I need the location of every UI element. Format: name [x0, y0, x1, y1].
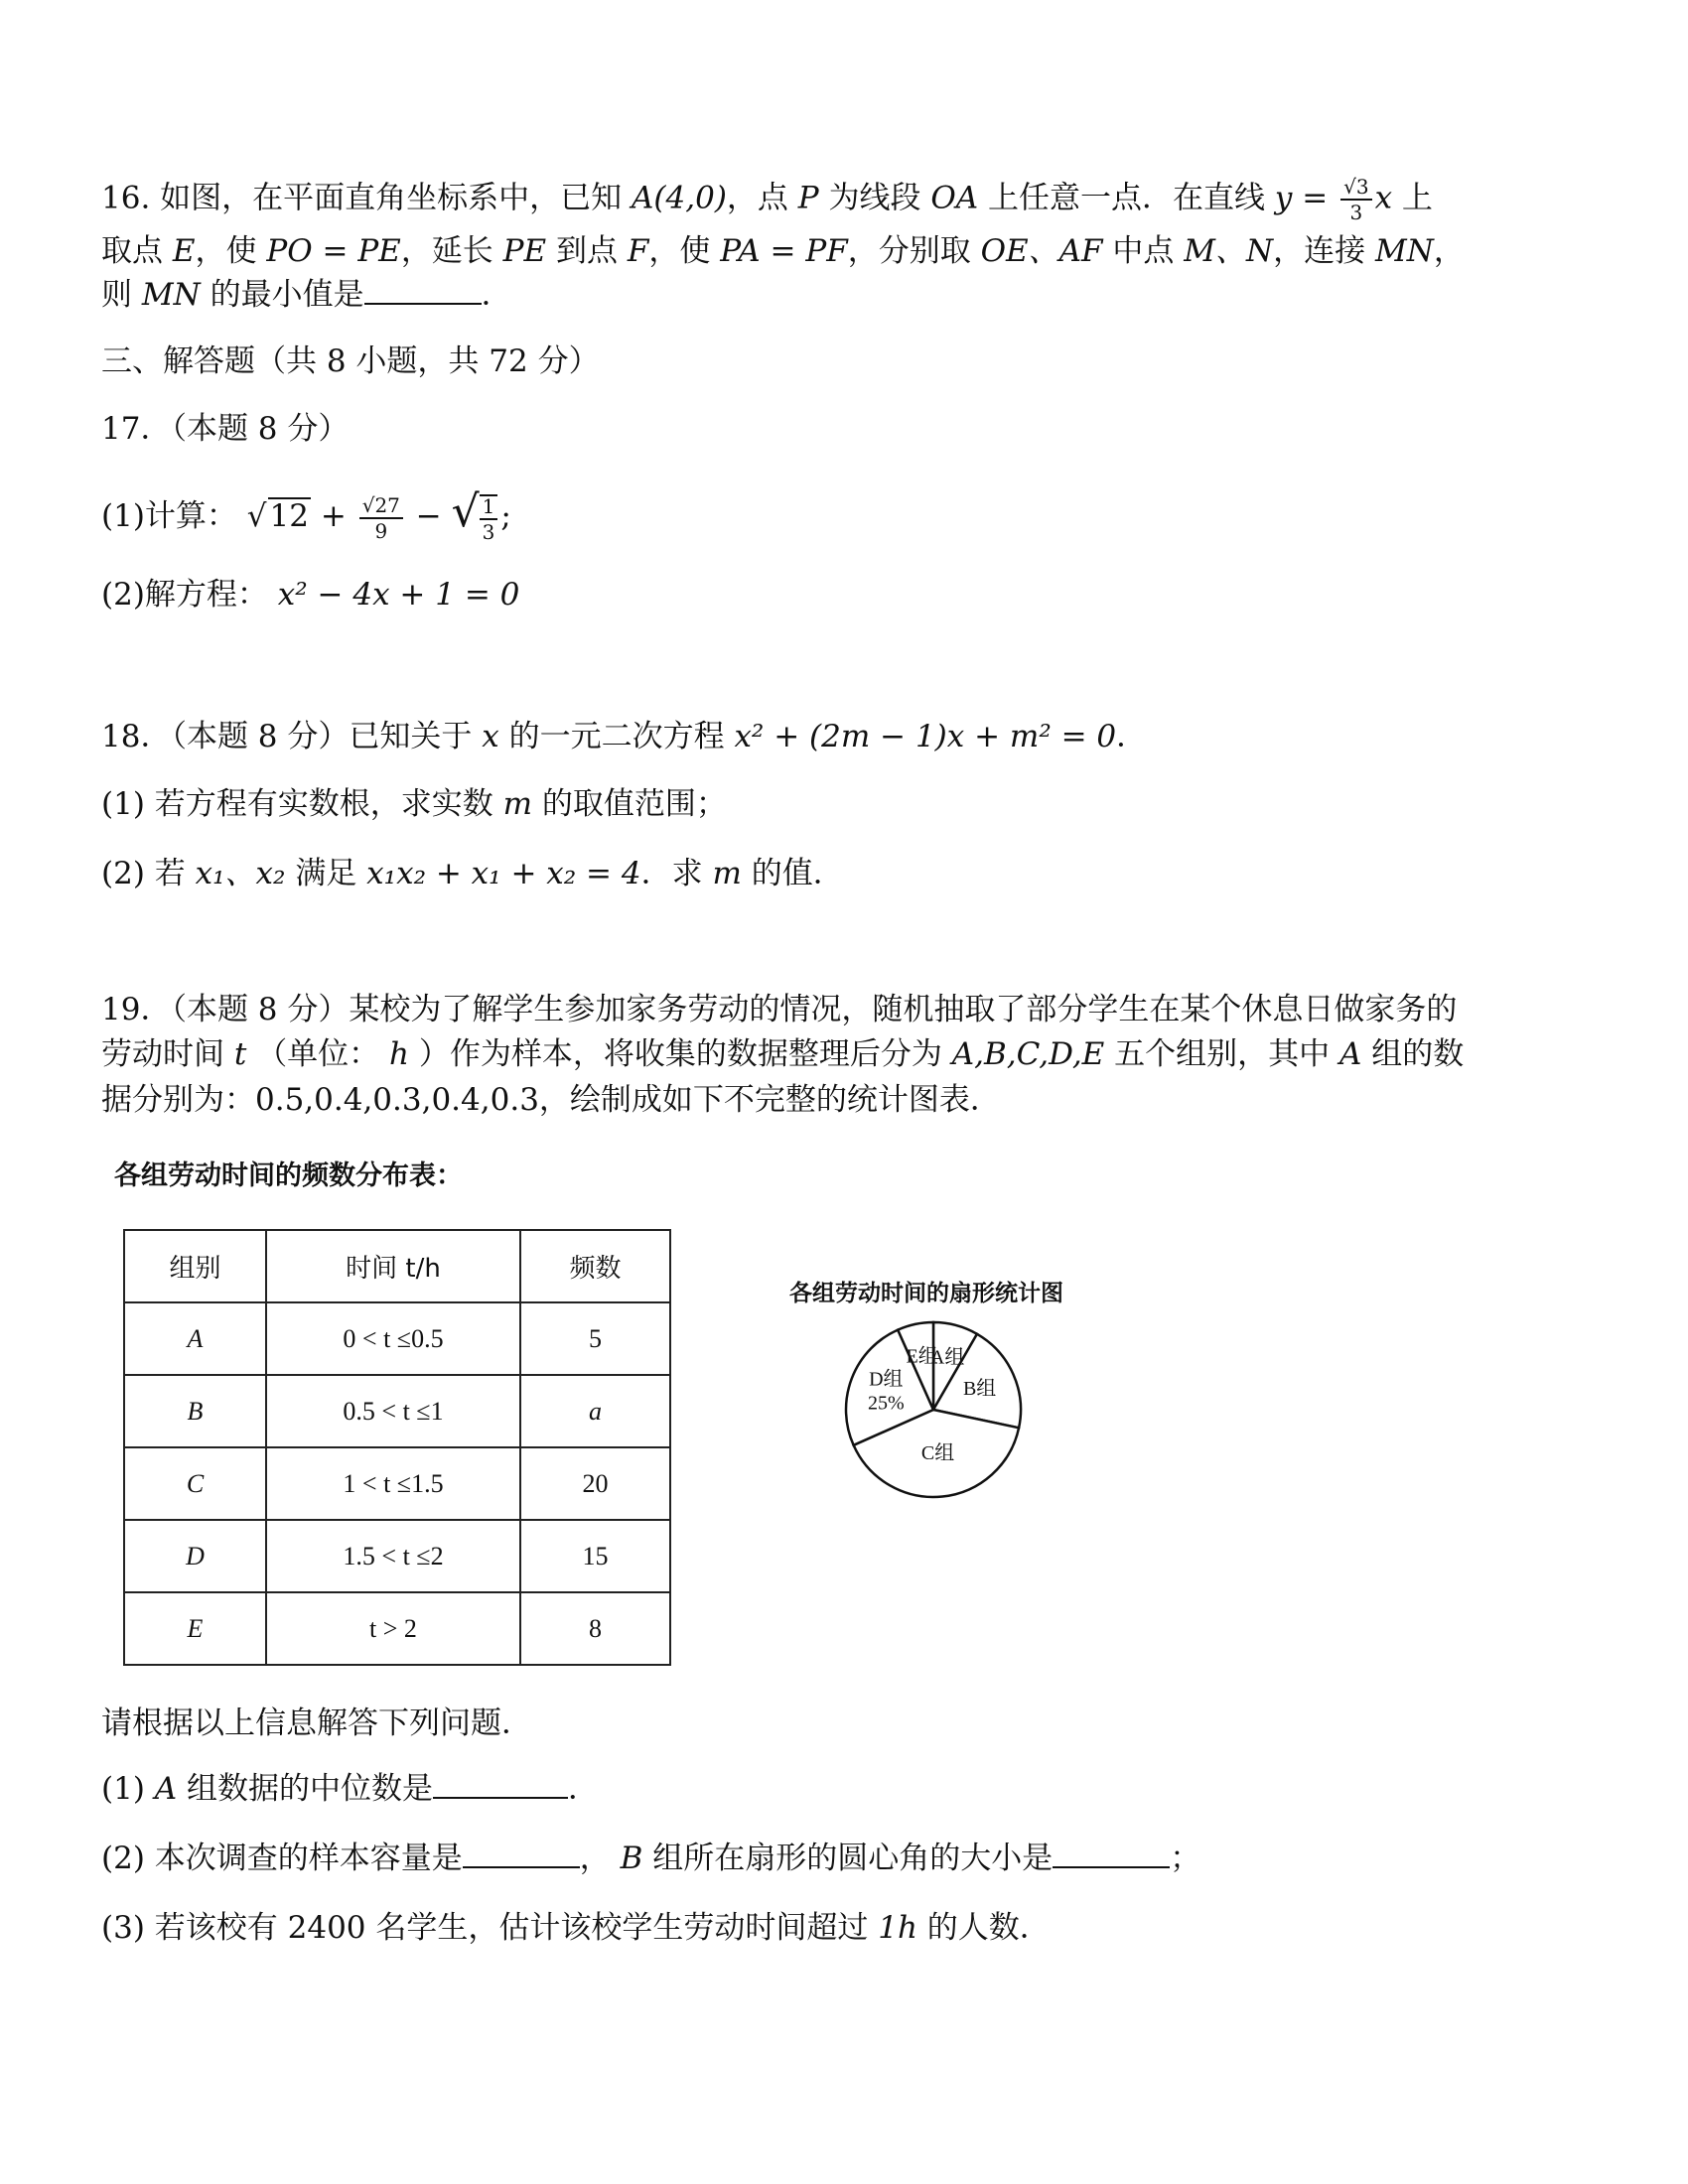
q16-text: 上	[1401, 180, 1433, 216]
q18-part-1	[101, 784, 727, 824]
q16-text: ，延长	[400, 233, 493, 269]
q18-text: 的值．	[751, 856, 844, 891]
q18-condition: x₁x₂ + x₁ + x₂ = 4	[366, 856, 641, 891]
q16-segment-mn: MN	[1374, 233, 1434, 269]
q16-segments-oe-af: OE、AF	[980, 233, 1103, 269]
pie-slice-percent-label: 25%	[868, 1392, 905, 1415]
q16-text: 则	[101, 277, 132, 313]
q19-text: 劳动时间	[101, 1036, 224, 1072]
table-header-time: 时间 t/h	[266, 1230, 520, 1302]
table-cell-time: 0 < t ≤0.5	[266, 1302, 520, 1375]
q16-text: ，使	[648, 233, 711, 269]
q18-text: 的取值范围；	[541, 786, 727, 822]
q16-points-mn: M、N	[1184, 233, 1274, 269]
q19-text: ，	[579, 1841, 611, 1876]
q16-line-eq-x: x	[1374, 180, 1393, 216]
q18-var-x: x	[482, 719, 499, 754]
table-cell-time: 1 < t ≤1.5	[266, 1447, 520, 1520]
table-cell-group: D	[124, 1520, 266, 1592]
q16-text: 取点	[101, 233, 163, 269]
table-cell-frequency: 15	[520, 1520, 670, 1592]
q16-text: 到点	[556, 233, 619, 269]
table-cell-time: 1.5 < t ≤2	[266, 1520, 520, 1592]
table-header-frequency: 频数	[520, 1230, 670, 1302]
q16-text: ，点	[726, 180, 788, 216]
q19-text: 组数据的中位数是	[187, 1771, 434, 1807]
q17-fraction-1-3	[480, 494, 498, 542]
section-3-heading: 三、解答题（共 8 小题，共 72 分）	[101, 343, 600, 379]
pie-slice-label: C组	[920, 1441, 955, 1464]
q16-text: ，连接	[1273, 233, 1366, 269]
frequency-table	[123, 1229, 671, 1666]
q16-eq-po-pe: PO = PE	[266, 233, 401, 269]
q16-point-f: F	[627, 233, 649, 269]
q19-text: ．	[568, 1771, 600, 1807]
table-header-row	[124, 1230, 670, 1302]
q16-point-e: E	[172, 233, 196, 269]
table-cell-group: B	[124, 1375, 266, 1447]
q19-var-t: t	[233, 1036, 247, 1072]
q18-text: (2) 若	[101, 856, 186, 891]
table-cell-group: C	[124, 1447, 266, 1520]
q18-var-m: m	[712, 856, 742, 891]
pie-chart	[834, 1310, 1033, 1509]
q16-point-p: P	[797, 180, 819, 216]
table-row	[124, 1302, 670, 1375]
table-cell-frequency: 20	[520, 1447, 670, 1520]
q18-equation: x² + (2m − 1)x + m² = 0	[734, 719, 1117, 754]
q19-text: （单位：	[256, 1036, 380, 1072]
q16-fraction-numerator: √3	[1340, 177, 1371, 201]
q16-line-2	[101, 231, 1465, 271]
q16-segment-pe: PE	[502, 233, 547, 269]
table-row	[124, 1447, 670, 1520]
pie-slice-label: B组	[962, 1378, 997, 1401]
frequency-table-title: 各组劳动时间的频数分布表：	[114, 1160, 463, 1191]
q16-text: 的最小值是	[210, 277, 364, 313]
q17-header: 17．（本题 8 分）	[101, 411, 350, 447]
q18-text: ．	[1116, 719, 1148, 754]
q16-line-1	[101, 177, 1433, 222]
q19-sub-2	[101, 1839, 1200, 1878]
q17-semicolon: ;	[500, 498, 511, 534]
q17-equation: x² − 4x + 1 = 0	[277, 577, 520, 613]
table-cell-group: E	[124, 1592, 266, 1665]
q16-number: 16.	[101, 180, 151, 216]
table-cell-frequency: 5	[520, 1302, 670, 1375]
table-cell-frequency: 8	[520, 1592, 670, 1665]
q17-part-1	[101, 486, 511, 544]
q17-fraction-denominator: 3	[482, 519, 495, 544]
q19-sub-1	[101, 1769, 599, 1809]
q19-groups: A,B,C,D,E	[951, 1036, 1105, 1072]
q16-eq-pa-pf: PA = PF	[720, 233, 848, 269]
q18-text: 满足	[295, 856, 357, 891]
q16-text: 中点	[1112, 233, 1175, 269]
q19-sub-1-label: (1)	[101, 1771, 145, 1807]
q17-part-1-label: (1)计算：	[101, 498, 237, 534]
q16-segment-mn: MN	[141, 277, 201, 313]
table-row	[124, 1520, 670, 1592]
q19-prompt: 请根据以上信息解答下列问题．	[101, 1706, 532, 1741]
q19-line-1: 19．（本题 8 分）某校为了解学生参加家务劳动的情况，随机抽取了部分学生在某个休息日做家务的	[101, 992, 1458, 1027]
q19-sub-1-answer-blank[interactable]	[433, 1773, 568, 1799]
q16-text: 为线段	[828, 180, 921, 216]
q17-fraction-numerator: √27	[359, 495, 403, 519]
q18-text: ．求	[640, 856, 703, 891]
q19-sample-size-blank[interactable]	[463, 1843, 580, 1868]
q17-part-2	[101, 575, 519, 614]
q16-text: ，	[1433, 233, 1465, 269]
q16-line-3	[101, 275, 512, 315]
pie-chart-title: 各组劳动时间的扇形统计图	[789, 1281, 1063, 1306]
table-header-group: 组别	[124, 1230, 266, 1302]
q18-var-m: m	[502, 786, 533, 822]
sqrt-icon: √	[246, 498, 267, 534]
q16-point-a: A(4,0)	[632, 180, 727, 216]
q17-fraction-denominator: 9	[374, 518, 388, 543]
q18-text: 18．（本题 8 分）已知关于	[101, 719, 473, 754]
q16-line-eq-y: y =	[1274, 180, 1329, 216]
q16-text: 上任意一点．在直线	[988, 180, 1266, 216]
q19-text: ）作为样本，将收集的数据整理后分为	[418, 1036, 942, 1072]
q16-fraction	[1340, 177, 1371, 222]
q16-fraction-denominator: 3	[1349, 201, 1363, 224]
q18-text: 的一元二次方程	[508, 719, 725, 754]
q17-minus: −	[415, 498, 442, 534]
q17-part-2-label: (2)解方程：	[101, 577, 268, 613]
q19-text: (3) 若该校有 2400 名学生，估计该校学生劳动时间超过	[101, 1910, 869, 1946]
q16-text: ．	[481, 277, 512, 313]
q19-text: 五个组别，其中	[1114, 1036, 1331, 1072]
q17-radicand-12: 12	[269, 498, 309, 534]
q19-text: 组的数	[1371, 1036, 1465, 1072]
q16-text: 如图，在平面直角坐标系中，已知	[160, 180, 623, 216]
q19-unit-h: h	[389, 1036, 410, 1072]
table-cell-group: A	[124, 1302, 266, 1375]
q19-sub-3	[101, 1908, 1051, 1948]
q19-angle-blank[interactable]	[1053, 1843, 1170, 1868]
q19-text: ；	[1170, 1841, 1201, 1876]
q19-one-hour: 1h	[878, 1910, 917, 1946]
q18-part-2	[101, 854, 844, 893]
pie-slice-label: D组	[869, 1368, 904, 1391]
q19-line-3: 据分别为：0.5,0.4,0.3,0.4,0.3，绘制成如下不完整的统计图表．	[101, 1082, 1001, 1118]
q18-header	[101, 717, 1147, 756]
q16-text: ，使	[195, 233, 257, 269]
pie-slice-label: A组	[929, 1346, 965, 1369]
q16-fraction-num-value: 3	[1355, 175, 1369, 199]
table-row	[124, 1592, 670, 1665]
q18-text: (1) 若方程有实数根，求实数	[101, 786, 493, 822]
q18-roots: x₁、x₂	[195, 856, 286, 891]
q19-line-2	[101, 1034, 1464, 1074]
table-cell-time: 0.5 < t ≤1	[266, 1375, 520, 1447]
q19-text: 的人数．	[926, 1910, 1051, 1946]
q17-fraction-numerator: 1	[480, 496, 498, 520]
q17-fraction-num-value: 27	[374, 492, 400, 517]
table-cell-frequency: a	[520, 1375, 670, 1447]
q17-plus: +	[320, 498, 347, 534]
q19-text: (2) 本次调查的样本容量是	[101, 1841, 463, 1876]
q16-text: ，分别取	[847, 233, 971, 269]
q17-fraction-27-9	[359, 492, 403, 543]
q19-text: 组所在扇形的圆心角的大小是	[652, 1841, 1054, 1876]
q19-group-a: A	[1339, 1036, 1362, 1072]
table-cell-time: t > 2	[266, 1592, 520, 1665]
table-row	[124, 1375, 670, 1447]
sqrt-icon: √	[451, 486, 480, 537]
q16-answer-blank[interactable]	[364, 279, 482, 305]
q16-segment-oa: OA	[930, 180, 979, 216]
q19-group-a: A	[154, 1771, 178, 1807]
pie-slice-label: E组	[906, 1345, 938, 1368]
q19-group-b: B	[620, 1841, 643, 1876]
